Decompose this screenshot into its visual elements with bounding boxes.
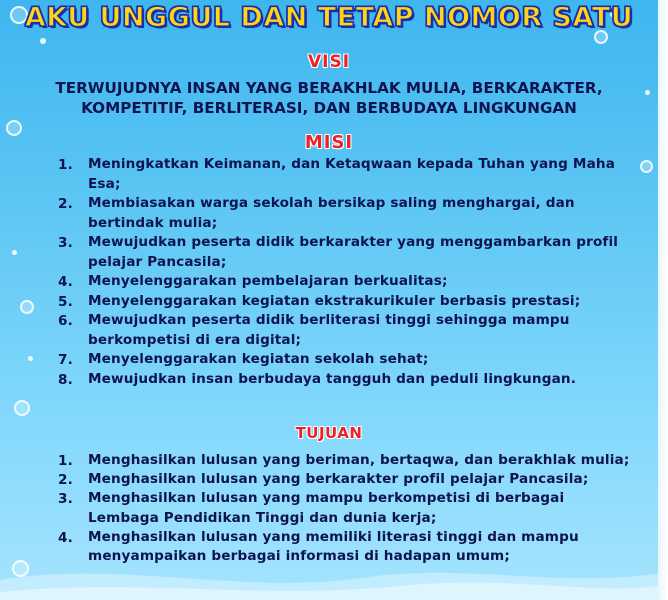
misi-item-number: 4. [58, 274, 73, 290]
misi-item-number: 5. [58, 293, 73, 310]
tujuan-item-number: 3. [58, 491, 73, 508]
tujuan-item-text: Menghasilkan lulusan yang mampu berkompetisi di berbagai Lembaga Pendidikan Tinggi dan dunia kerja; [88, 490, 565, 526]
misi-item [58, 311, 638, 350]
misi-item-text: Mewujudkan peserta didik berliterasi tinggi sehingga mampu berkompetisi di era digital; [88, 312, 570, 348]
decorative-bubble [14, 400, 30, 416]
misi-item-text: Mewujudkan insan berbudaya tangguh dan peduli lingkungan. [88, 370, 577, 387]
tujuan-item-number: 2. [58, 472, 73, 489]
visi-text: TERWUJUDNYA INSAN YANG BERAKHLAK MULIA, BERKARAKTER, KOMPETITIF, BERLITERASI, DAN BERBUDAYA LINGKUNGAN [55, 79, 603, 117]
misi-item-number: 1. [58, 157, 73, 173]
poster-headline: AKU UNGGUL DAN TETAP NOMOR SATU [24, 2, 634, 33]
misi-item-text: Menyelenggarakan kegiatan sekolah sehat; [88, 351, 429, 367]
misi-item [58, 155, 638, 194]
misi-item-number: 2. [58, 196, 73, 212]
tujuan-item-text: Menghasilkan lulusan yang memiliki literasi tinggi dan mampu menyampaikan berbagai informasi di hadapan umum; [88, 528, 579, 565]
decorative-dot [28, 356, 33, 361]
misi-list [58, 155, 638, 389]
misi-item [58, 292, 638, 312]
misi-item [58, 272, 638, 292]
misi-item-number: 7. [58, 352, 73, 368]
tujuan-title: TUJUAN [295, 424, 363, 442]
decorative-bubble [20, 300, 34, 314]
misi-item [58, 233, 638, 272]
tujuan-item-number: 4. [58, 529, 73, 546]
misi-title: MISI [304, 132, 354, 153]
tujuan-item [58, 489, 638, 527]
tujuan-item-number: 1. [58, 453, 73, 469]
visi-title: VISI [307, 52, 351, 72]
misi-item-number: 3. [58, 235, 73, 251]
decorative-dot [40, 38, 46, 44]
decorative-bubble [640, 160, 653, 173]
misi-item-text: Menyelenggarakan kegiatan ekstrakurikuler berbasis prestasi; [88, 292, 581, 309]
misi-item [58, 194, 638, 233]
misi-item-text: Meningkatkan Keimanan, dan Ketaqwaan kepada Tuhan yang Maha Esa; [88, 156, 616, 192]
tujuan-list [58, 451, 638, 566]
poster-edge [658, 0, 668, 600]
tujuan-item [58, 451, 638, 470]
misi-item-text: Membiasakan warga sekolah bersikap saling menghargai, dan bertindak mulia; [88, 195, 575, 231]
decorative-dot [12, 250, 17, 255]
tujuan-item [58, 528, 638, 566]
misi-item-text: Menyelenggarakan pembelajaran berkualitas; [88, 273, 448, 289]
tujuan-item-text: Menghasilkan lulusan yang berkarakter profil pelajar Pancasila; [88, 471, 589, 488]
misi-item-number: 6. [58, 313, 73, 329]
misi-item-text: Mewujudkan peserta didik berkarakter yang menggambarkan profil pelajar Pancasila; [88, 234, 619, 270]
tujuan-item-text: Menghasilkan lulusan yang beriman, bertaqwa, dan berakhlak mulia; [88, 452, 630, 468]
decorative-dot [645, 90, 650, 95]
misi-item [58, 370, 638, 390]
tujuan-item [58, 470, 638, 489]
misi-item [58, 350, 638, 370]
misi-item-number: 8. [58, 371, 73, 388]
